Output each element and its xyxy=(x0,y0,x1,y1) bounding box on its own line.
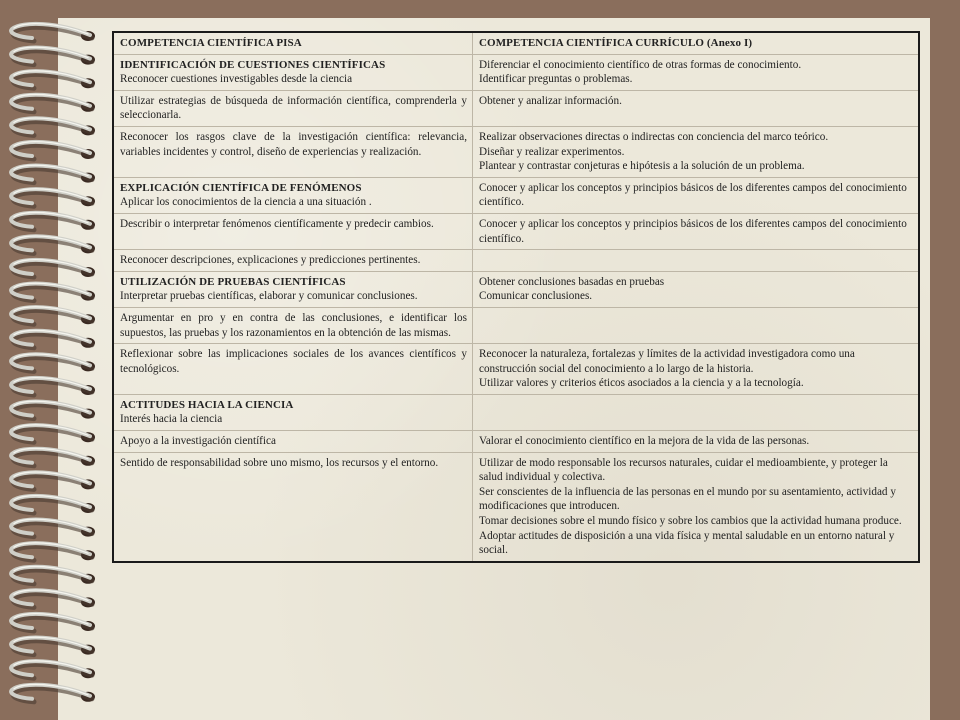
curriculo-text: Obtener conclusiones basadas en pruebas xyxy=(479,275,665,288)
table-row xyxy=(113,54,919,90)
curriculo-text: Utilizar de modo responsable los recursos naturales, cuidar el medioambiente, y proteger la salud individual y colectiva. xyxy=(479,456,888,484)
spiral-ring xyxy=(11,47,95,64)
pisa-text: Aplicar los conocimientos de la ciencia a una situación . xyxy=(120,196,372,209)
spiral-ring xyxy=(11,401,95,418)
curriculo-text: Ser conscientes de la influencia de las personas en el mundo por su asentamiento, actividad y modificaciones que introducen. xyxy=(479,485,896,513)
spiral-ring xyxy=(11,637,95,654)
spiral-ring xyxy=(11,354,95,371)
spiral-ring xyxy=(11,165,95,182)
pisa-text: Describir o interpretar fenómenos científicamente y predecir cambios. xyxy=(120,217,434,230)
curriculo-cell xyxy=(473,307,920,343)
table-row xyxy=(113,431,919,453)
section-heading: ACTITUDES HACIA LA CIENCIA xyxy=(120,398,294,411)
spiral-ring xyxy=(11,189,95,206)
curriculo-text: Comunicar conclusiones. xyxy=(479,290,593,303)
pisa-text: Reconocer cuestiones investigables desde la ciencia xyxy=(120,73,353,86)
curriculo-cell xyxy=(473,126,920,177)
pisa-cell xyxy=(113,177,473,213)
spiral-ring xyxy=(11,496,95,513)
table-row xyxy=(113,271,919,307)
table-row xyxy=(113,126,919,177)
table-row xyxy=(113,452,919,562)
curriculo-text: Conocer y aplicar los conceptos y principios básicos de los diferentes campos del conocimiento científico. xyxy=(479,217,907,245)
pisa-text: Reconocer descripciones, explicaciones y predicciones pertinentes. xyxy=(120,254,421,267)
pisa-text: Sentido de responsabilidad sobre uno mismo, los recursos y el entorno. xyxy=(120,456,439,469)
spiral-ring xyxy=(11,543,95,560)
pisa-text: Apoyo a la investigación científica xyxy=(120,435,276,448)
table-row xyxy=(113,250,919,272)
spiral-ring xyxy=(11,236,95,253)
curriculo-text: Diferenciar el conocimiento científico de otras formas de conocimiento. xyxy=(479,58,802,71)
spiral-ring xyxy=(11,425,95,442)
pisa-cell xyxy=(113,344,473,395)
spiral-ring xyxy=(11,71,95,88)
curriculo-cell xyxy=(473,431,920,453)
curriculo-text: Obtener y analizar información. xyxy=(479,94,622,107)
spiral-ring xyxy=(11,684,95,701)
curriculo-cell xyxy=(473,344,920,395)
pisa-text: Reconocer los rasgos clave de la investigación científica: relevancia, variables incidentes y control, diseño de experiencias y realización. xyxy=(120,130,467,158)
spiral-ring xyxy=(11,448,95,465)
table-row xyxy=(113,394,919,430)
section-heading: UTILIZACIÓN DE PRUEBAS CIENTÍFICAS xyxy=(120,275,346,288)
curriculo-text: Valorar el conocimiento científico en la mejora de la vida de las personas. xyxy=(479,435,810,448)
table-row xyxy=(113,177,919,213)
pisa-cell xyxy=(113,250,473,272)
curriculo-text: Reconocer la naturaleza, fortalezas y límites de la actividad investigadora como una construcción social del conocimiento a lo largo de la historia. xyxy=(479,348,855,375)
pisa-cell xyxy=(113,213,473,249)
curriculo-text: Utilizar valores y criterios éticos asociados a la ciencia y a la tecnología. xyxy=(479,377,804,390)
curriculo-cell xyxy=(473,271,920,307)
spiral-ring xyxy=(11,330,95,347)
pisa-text: Reflexionar sobre las implicaciones sociales de los avances científicos y tecnológicos. xyxy=(120,348,467,375)
pisa-text: Interés hacia la ciencia xyxy=(120,413,223,426)
curriculo-cell xyxy=(473,250,920,272)
pisa-cell xyxy=(113,307,473,343)
spiral-ring xyxy=(11,260,95,277)
spiral-ring xyxy=(11,614,95,631)
pisa-cell xyxy=(113,452,473,562)
table-row xyxy=(113,344,919,395)
competencies-table xyxy=(112,31,920,563)
pisa-cell xyxy=(113,431,473,453)
curriculo-text: Diseñar y realizar experimentos. xyxy=(479,145,625,158)
table-row xyxy=(113,213,919,249)
curriculo-text: Conocer y aplicar los conceptos y principios básicos de los diferentes campos del conocimiento científico. xyxy=(479,181,907,209)
pisa-cell xyxy=(113,394,473,430)
pisa-cell xyxy=(113,90,473,126)
spiral-ring xyxy=(11,661,95,678)
spiral-ring xyxy=(11,283,95,300)
spiral-ring xyxy=(11,590,95,607)
spiral-ring xyxy=(11,566,95,583)
table-body xyxy=(113,54,919,562)
pisa-text: Interpretar pruebas científicas, elaborar y comunicar conclusiones. xyxy=(120,290,418,303)
spiral-ring xyxy=(11,378,95,395)
curriculo-cell xyxy=(473,54,920,90)
spiral-ring xyxy=(11,94,95,111)
spiral-ring xyxy=(11,307,95,324)
spiral-ring xyxy=(11,519,95,536)
spiral-ring xyxy=(11,472,95,489)
curriculo-text: Plantear y contrastar conjeturas e hipótesis a la solución de un problema. xyxy=(479,160,805,173)
spiral-ring xyxy=(11,212,95,229)
curriculo-text: Identificar preguntas o problemas. xyxy=(479,73,633,86)
curriculo-cell xyxy=(473,394,920,430)
pisa-text: Utilizar estrategias de búsqueda de información científica, comprenderla y seleccionarla. xyxy=(120,94,467,122)
header-curriculo: COMPETENCIA CIENTÍFICA CURRÍCULO (Anexo I) xyxy=(473,32,920,54)
table-header-row xyxy=(113,32,919,54)
curriculo-cell xyxy=(473,213,920,249)
section-heading: IDENTIFICACIÓN DE CUESTIONES CIENTÍFICAS xyxy=(120,58,386,71)
curriculo-text: Adoptar actitudes de disposición a una vida física y mental saludable en un entorno natural y social. xyxy=(479,529,895,557)
spiral-ring xyxy=(11,142,95,159)
pisa-cell xyxy=(113,54,473,90)
curriculo-text: Realizar observaciones directas o indirectas con conciencia del marco teórico. xyxy=(479,130,829,143)
table-row xyxy=(113,90,919,126)
spiral-binding xyxy=(0,0,110,720)
pisa-cell xyxy=(113,126,473,177)
curriculo-cell xyxy=(473,452,920,562)
section-heading: EXPLICACIÓN CIENTÍFICA DE FENÓMENOS xyxy=(120,181,362,194)
table-row xyxy=(113,307,919,343)
curriculo-text: Tomar decisiones sobre el mundo físico y sobre los cambios que la actividad humana produce. xyxy=(479,515,902,528)
pisa-text: Argumentar en pro y en contra de las conclusiones, e identificar los supuestos, las pruebas y los razonamientos en la obtención de las mismas. xyxy=(120,311,467,339)
curriculo-cell xyxy=(473,90,920,126)
curriculo-cell xyxy=(473,177,920,213)
spiral-ring xyxy=(11,118,95,135)
header-pisa: COMPETENCIA CIENTÍFICA PISA xyxy=(113,32,473,54)
pisa-cell xyxy=(113,271,473,307)
spiral-ring xyxy=(11,24,95,41)
